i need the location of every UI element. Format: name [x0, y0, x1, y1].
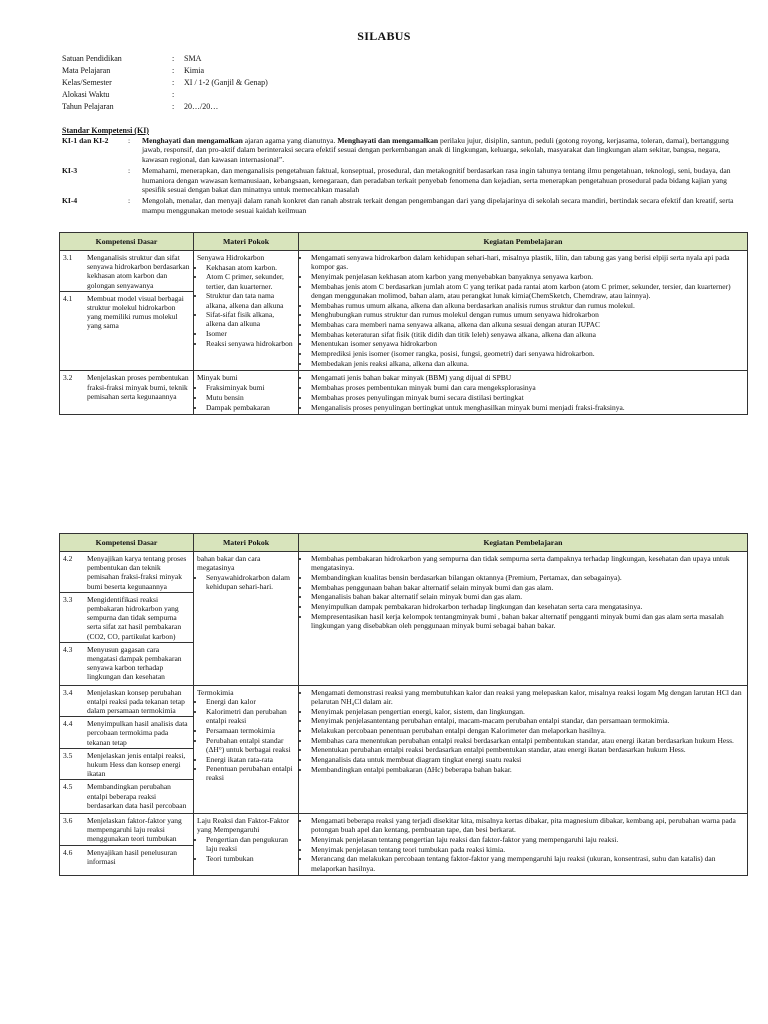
kd-text: Menyusun gagasan cara mengatasi dampak pembakaran senyawa karbon terhadap lingkungan dan kesehatan: [87, 644, 182, 682]
meta-row: Mata Pelajaran : Kimia: [62, 65, 722, 77]
kd-number: 4.2: [63, 554, 73, 563]
materi-item: • Energi dan kalor: [205, 697, 295, 706]
table-row: [60, 685, 748, 813]
col-header-kegiatan: Kegiatan Pembelajaran: [299, 534, 748, 552]
kegiatan-item: • Mengamati beberapa reaksi yang terjadi disekitar kita, misalnya kertas dibakar, pita magnesium dibakar, kembang api, perubahan warna pada potongan buah apel dan kentang, pembuatan tape, dan besi berkarat.: [310, 816, 744, 834]
meta-label: Alokasi Waktu: [62, 90, 110, 99]
kegiatan-item: • Mengamati demonstrasi reaksi yang membutuhkan kalor dan reaksi yang melepaskan kalor, misalnya reaksi logam Mg dengan larutan HCl dan pelarutan NH₄Cl dalam air.: [310, 688, 744, 706]
kd-text: Menyimpulkan hasil analisis data percobaan termokima pada tekanan tetap: [87, 719, 188, 747]
ki-row: KI-4 : Mengolah, menalar, dan menyaji dalam ranah konkret dan ranah abstrak terkait dengan pengembangan dari yang dipelajarinya di sekolah secara mandiri, bertindak secara efektif dan kreatif, serta mampu menggunakan metode sesuai kaidah keilmuan: [62, 196, 746, 215]
ki-heading: Standar Kompetensi (KI): [62, 126, 149, 135]
meta-value: 20…/20…: [184, 102, 219, 111]
materi-title: Senyawa Hidrokarbon: [197, 253, 265, 262]
col-header-kd: Kompetensi Dasar: [60, 233, 194, 251]
meta-label: Satuan Pendidikan: [62, 54, 122, 63]
col-header-kd: Kompetensi Dasar: [60, 534, 194, 552]
kd-item: [60, 779, 193, 810]
kegiatan-cell: [299, 814, 748, 876]
kegiatan-list: [302, 373, 744, 411]
materi-item: • Reaksi senyawa hidrokarbon: [205, 339, 295, 348]
kd-text: Membuat model visual berbagai struktur molekul hidrokarbon yang memiliki rumus molekul yang sama: [87, 293, 184, 331]
materi-item: • Sifat-sifat fisik alkana, alkena dan alkuna: [205, 310, 295, 328]
kd-cell: [60, 251, 194, 371]
materi-item: • Energi ikatan rata-rata: [205, 755, 295, 764]
ki-text: Mengolah, menalar, dan menyaji dalam ranah konkret dan ranah abstrak terkait dengan pengembangan dari yang dipelajarinya di sekolah secara mandiri, bertindak secara efektif dan kreatif, serta mampu menggunakan metode sesuai kaidah keilmuan: [142, 196, 734, 215]
kd-number: 4.3: [63, 644, 73, 654]
kd-number: 4.4: [63, 719, 73, 729]
kegiatan-item: • Menyimak penjelasan kekhasan atom karbon yang menyebabkan banyaknya senyawa karbon.: [310, 272, 744, 281]
materi-list: [197, 263, 295, 348]
materi-title: Minyak bumi: [197, 373, 238, 383]
kd-item: [63, 816, 190, 844]
silabus-table-1: [59, 232, 748, 415]
materi-item: • Struktur dan tata nama alkana, alkena dan alkuna: [205, 291, 295, 309]
meta-row: Tahun Pelajaran : 20…/20…: [62, 101, 722, 113]
materi-list: [197, 835, 295, 863]
kegiatan-item: • Menganalisis proses penyulingan bertingkat untuk menghasilkan minyak bumi menjadi fraksi-fraksinya.: [310, 403, 744, 412]
kegiatan-item: • Membahas keteraturan sifat fisik (titik didih dan titik leleh) senyawa alkana, alkena dan alkuna: [310, 330, 744, 339]
kegiatan-item: • Mengamati senyawa hidrokarbon dalam kehidupan sehari-hari, misalnya plastik, lilin, dan tabung gas yang berisi elpiji serta nyala api pada kompor gas.: [310, 253, 744, 271]
kegiatan-item: • Membandingkan kualitas bensin berdasarkan bilangan oktannya (Premium, Pertamax, dan sebagainya).: [310, 573, 744, 582]
kegiatan-item: • Menyimak penjelasan tentang teori tumbukan pada reaksi kimia.: [310, 845, 744, 854]
ki-row: KI-3 : Memahami, menerapkan, dan menganalisis pengetahuan faktual, konseptual, prosedural, dan metakognitif berdasarkan rasa ingin tahunya tentang ilmu pengetahuan, teknologi, seni, budaya, dan humaniora dengan wawasan kemanusiaan, kebangsaan, kenegaraan, dan peradaban terkait penyebab fenomena dan kejadian, serta menerapkan pengetahuan prosedural pada bidang kajian yang spesifik sesuai dengan bakat dan minatnya untuk memecahkan masalah: [62, 166, 746, 194]
kd-item: [60, 642, 193, 682]
page-title: SILABUS: [357, 29, 411, 43]
col-header-materi: Materi Pokok: [194, 233, 299, 251]
meta-label: Mata Pelajaran: [62, 66, 111, 75]
table-row: [60, 814, 748, 876]
materi-item: • Perubahan entalpi standar (ΔH°) untuk berbagai reaksi: [205, 736, 295, 754]
meta-row: Kelas/Semester : XI / 1-2 (Ganjil & Genap): [62, 77, 722, 89]
kd-item: [60, 291, 193, 331]
meta-block: [62, 53, 722, 113]
kd-cell: [60, 371, 194, 415]
table-row: [60, 371, 748, 415]
kegiatan-list: [302, 253, 744, 368]
materi-item: • Senyawahidrokarbon dalam kehidupan sehari-hari.: [205, 573, 295, 591]
materi-list: [197, 697, 295, 782]
materi-item: • Penentuan perubahan entalpi reaksi: [205, 764, 295, 782]
kegiatan-item: • Menentukan perubahan entalpi reaksi berdasarkan entalpi pembentukan standar, atau energi ikatan berdasarkan hukum Hess.: [310, 745, 744, 754]
ki-row: KI-1 dan KI-2 : Menghayati dan mengamalkan ajaran agama yang dianutnya. Menghayati dan mengamalkan perilaku jujur, disiplin, santun, peduli (gotong royong, kerjasama, toleran, damai), bertanggung jawab, responsif, dan pro-aktif dalam berinteraksi secara efektif sesuai dengan perkembangan anak di lingkungan, keluarga, sekolah, masyarakat dan lingkungan alam sekitar, bangsa, negara, kawasan regional, dan kawasan internasional”.: [62, 136, 746, 164]
kd-text: Menyajikan hasil penelusuran informasi: [87, 847, 177, 866]
meta-value: XI / 1-2 (Ganjil & Genap): [184, 78, 268, 87]
kegiatan-item: • Membahas pembakaran hidrokarbon yang sempurna dan tidak sempurna serta dampaknya terhadap lingkungan, kesehatan dan upaya untuk mengatasinya.: [310, 554, 744, 572]
meta-value: SMA: [184, 54, 202, 63]
materi-item: • Dampak pembakaran: [205, 403, 295, 412]
materi-item: • Kalorimetri dan perubahan entalpi reaksi: [205, 707, 295, 725]
materi-cell: [194, 814, 299, 876]
meta-row: Satuan Pendidikan : SMA: [62, 53, 722, 65]
meta-value: Kimia: [184, 66, 204, 75]
kd-number: 3.2: [63, 373, 73, 383]
materi-list: [197, 383, 295, 412]
kd-cell: [60, 552, 194, 686]
kegiatan-item: • Menganalisis bahan bakar alternatif selain minyak bumi dan gas alam.: [310, 592, 744, 601]
kegiatan-item: • Membahas rumus umum alkana, alkena dan alkuna berdasarkan analisis rumus struktur dan rumus molekul.: [310, 301, 744, 310]
kegiatan-list: [302, 688, 744, 774]
kegiatan-item: • Mengamati jenis bahan bakar minyak (BBM) yang dijual di SPBU: [310, 373, 744, 382]
kegiatan-item: • Merancang dan melakukan percobaan tentang faktor-faktor yang mempengaruhi laju reaksi (ukuran, konsentrasi, suhu dan katalis) dan melaporkan hasilnya.: [310, 854, 744, 872]
kegiatan-item: • Menentukan isomer senyawa hidrokarbon: [310, 339, 744, 348]
ki-key: KI-3: [62, 166, 78, 176]
kegiatan-item: • Menyimak penjelasan pengertian energi, kalor, sistem, dan lingkungan.: [310, 707, 744, 716]
meta-label: Kelas/Semester: [62, 78, 112, 87]
kd-item: [60, 592, 193, 641]
kd-number: 3.1: [63, 253, 73, 262]
kd-cell: [60, 685, 194, 813]
kegiatan-list: [302, 554, 744, 630]
kegiatan-item: • Menyimpulkan dampak pembakaran hidrokarbon terhadap lingkungan dan kesehatan serta cara mengatasinya.: [310, 602, 744, 611]
materi-item: • Mutu bensin: [205, 393, 295, 402]
kd-text: Mengidentifikasi reaksi pembakaran hidrokarbon yang sempurna dan tidak sempurna serta sifat zat hasil pembakaran (CO2, CO, partikulat karbon): [87, 594, 182, 641]
kd-item: [63, 373, 190, 401]
kegiatan-cell: [299, 251, 748, 371]
ki-key: KI-1 dan KI-2: [62, 136, 109, 145]
kegiatan-item: • Menyimak penjelasantentang perubahan entalpi, macam-macam perubahan entalpi standar, dan persamaan termokimia.: [310, 716, 744, 725]
kd-cell: [60, 814, 194, 876]
kd-text: Menjelaskan faktor-faktor yang mempengaruhi laju reaksi menggunakan teori tumbukan: [87, 816, 182, 844]
kd-text: Menganalisis struktur dan sifat senyawa hidrokarbon berdasarkan kekhasan atom karbon dan golongan senyawanya: [87, 253, 190, 290]
kd-number: 3.6: [63, 816, 73, 826]
kd-number: 4.1: [63, 293, 73, 303]
kegiatan-item: • Membahas cara menentukan perubahan entalpi reaksi berdasarkan entalpi pembentukan standar, atau energi ikatan berdasarkan hukum Hess.: [310, 736, 744, 745]
kd-number: 3.5: [63, 750, 73, 760]
table-row: [60, 552, 748, 686]
kegiatan-item: • Melakukan percobaan penentuan perubahan entalpi dengan Kalorimeter dan melaporkan hasilnya.: [310, 726, 744, 735]
materi-title: bahan bakar dan cara megatasinya: [197, 554, 261, 573]
kd-text: Menjelaskan jenis entalpi reaksi, hukum Hess dan konsep energi ikatan: [87, 750, 186, 779]
kegiatan-item: • Menganalisis data untuk membuat diagram tingkat energi suatu reaksi: [310, 755, 744, 764]
kd-item: [63, 688, 190, 716]
kegiatan-item: • Menghubungkan rumus struktur dan rumus molekul dengan rumus umum senyawa hidrokarbon: [310, 310, 744, 319]
kegiatan-item: • Membahas cara memberi nama senyawa alkana, alkena dan alkuna sesuai dengan aturan IUPAC: [310, 320, 744, 329]
meta-label: Tahun Pelajaran: [62, 102, 114, 111]
ki-text: Memahami, menerapkan, dan menganalisis pengetahuan faktual, konseptual, prosedural, dan metakognitif berdasarkan rasa ingin tahunya tentang ilmu pengetahuan, teknologi, seni, budaya, dan humaniora dengan wawasan kemanusiaan, kebangsaan, kenegaraan, dan peradaban terkait penyebab fenomena dan kejadian, serta menerapkan pengetahuan prosedural pada bidang kajian yang spesifik sesuai dengan bakat dan minatnya untuk memecahkan masalah: [142, 166, 731, 195]
materi-title: Laju Reaksi dan Faktor-Faktor yang Mempengaruhi: [197, 816, 290, 835]
ki-key: KI-4: [62, 196, 78, 206]
kegiatan-item: • Membedakan jenis reaksi alkana, alkena dan alkuna.: [310, 359, 744, 368]
silabus-table-2: [59, 533, 748, 876]
kd-item: [60, 845, 193, 866]
kd-number: 3.4: [63, 687, 73, 697]
materi-cell: [194, 251, 299, 371]
kd-text: Menjelaskan proses pembentukan fraksi-fraksi minyak bumi, teknik pemisahan serta kegunaannya: [87, 373, 189, 401]
kegiatan-item: • Membahas proses penyulingan minyak bumi secara distilasi bertingkat: [310, 393, 744, 402]
kd-item: [63, 554, 190, 591]
kegiatan-item: • Mempresentasikan hasil kerja kelompok tentangminyak bumi , bahan bakar alternatif pengganti minyak bumi dan gas alam serta masalah lingkungan yang disebabkan oleh penggunaan minyak bumi sebagai bahan bakar.: [310, 612, 744, 630]
materi-title: Termokimia: [197, 687, 234, 697]
kd-text: Menyajikan karya tentang proses pembentukan dan teknik pemisahan fraksi-fraksi minyak bumi beserta kegunaannya: [87, 554, 187, 591]
materi-item: • Teori tumbukan: [205, 854, 295, 863]
kegiatan-cell: [299, 552, 748, 686]
col-header-materi: Materi Pokok: [194, 534, 299, 552]
materi-cell: [194, 371, 299, 415]
col-header-kegiatan: Kegiatan Pembelajaran: [299, 233, 748, 251]
materi-item: • Persamaan termokimia: [205, 726, 295, 735]
kegiatan-item: • Membahas penggunaan bahan bakar alternatif selain minyak bumi dan gas alam.: [310, 583, 744, 592]
kegiatan-cell: [299, 685, 748, 813]
kd-text: Menjelaskan konsep perubahan entalpi reaksi pada tekanan tetap dalam persamaan termokimia: [87, 687, 185, 716]
kegiatan-item: • Membandingkan entalpi pembakaran (ΔHc) beberapa bahan bakar.: [310, 765, 744, 774]
kd-number: 4.5: [63, 782, 73, 792]
kegiatan-cell: [299, 371, 748, 415]
kegiatan-item: • Membahas jenis atom C berdasarkan jumlah atom C yang terikat pada rantai atom karbon (atom C primer, sekunder, tersier, dan kuarterner) dengan menggunakan molimod, bahan alam, atau perangkat lunak kimia(ChemSketch, Chemdraw, atau lainnya).: [310, 282, 744, 300]
kegiatan-item: • Memprediksi jenis isomer (isomer rangka, posisi, fungsi, geometri) dari senyawa hidrokarbon.: [310, 349, 744, 358]
ki-text: Menghayati dan mengamalkan ajaran agama yang dianutnya. Menghayati dan mengamalkan perilaku jujur, disiplin, santun, peduli (gotong royong, kerjasama, toleran, damai), bertanggung jawab, responsif, dan pro-aktif dalam berinteraksi secara efektif sesuai dengan perkembangan anak di lingkungan, keluarga, sekolah, masyarakat dan lingkungan alam sekitar, bangsa, negara, kawasan regional, dan kawasan internasional”.: [142, 136, 729, 164]
materi-item: • Atom C primer, sekunder, tertier, dan kuarterner.: [205, 272, 295, 290]
kegiatan-item: • Membahas proses pembentukan minyak bumi dan cara mengeksplorasinya: [310, 383, 744, 392]
meta-row: Alokasi Waktu :: [62, 89, 722, 101]
kegiatan-list: [302, 816, 744, 873]
kd-number: 3.3: [63, 594, 73, 604]
materi-item: • Pengertian dan pengukuran laju reaksi: [205, 835, 295, 853]
materi-list: [197, 573, 295, 591]
materi-item: • Isomer: [205, 329, 295, 338]
kegiatan-item: • Menyimak penjelasan tentang pengertian laju reaksi dan faktor-faktor yang mempengaruhi laju reaksi.: [310, 835, 744, 844]
kd-text: Membandingkan perubahan entalpi beberapa reaksi berdasarkan data hasil percobaan: [87, 782, 187, 810]
meta-value: [184, 89, 722, 101]
ki-section: [62, 126, 746, 217]
materi-item: • Kekhasan atom karbon.: [205, 263, 295, 272]
kd-item: [63, 253, 190, 290]
kd-number: 4.6: [63, 847, 73, 857]
table-row: [60, 251, 748, 371]
materi-item: • Fraksiminyak bumi: [205, 383, 295, 392]
materi-cell: [194, 685, 299, 813]
kd-item: [60, 748, 193, 779]
kd-item: [60, 716, 193, 747]
materi-cell: [194, 552, 299, 686]
